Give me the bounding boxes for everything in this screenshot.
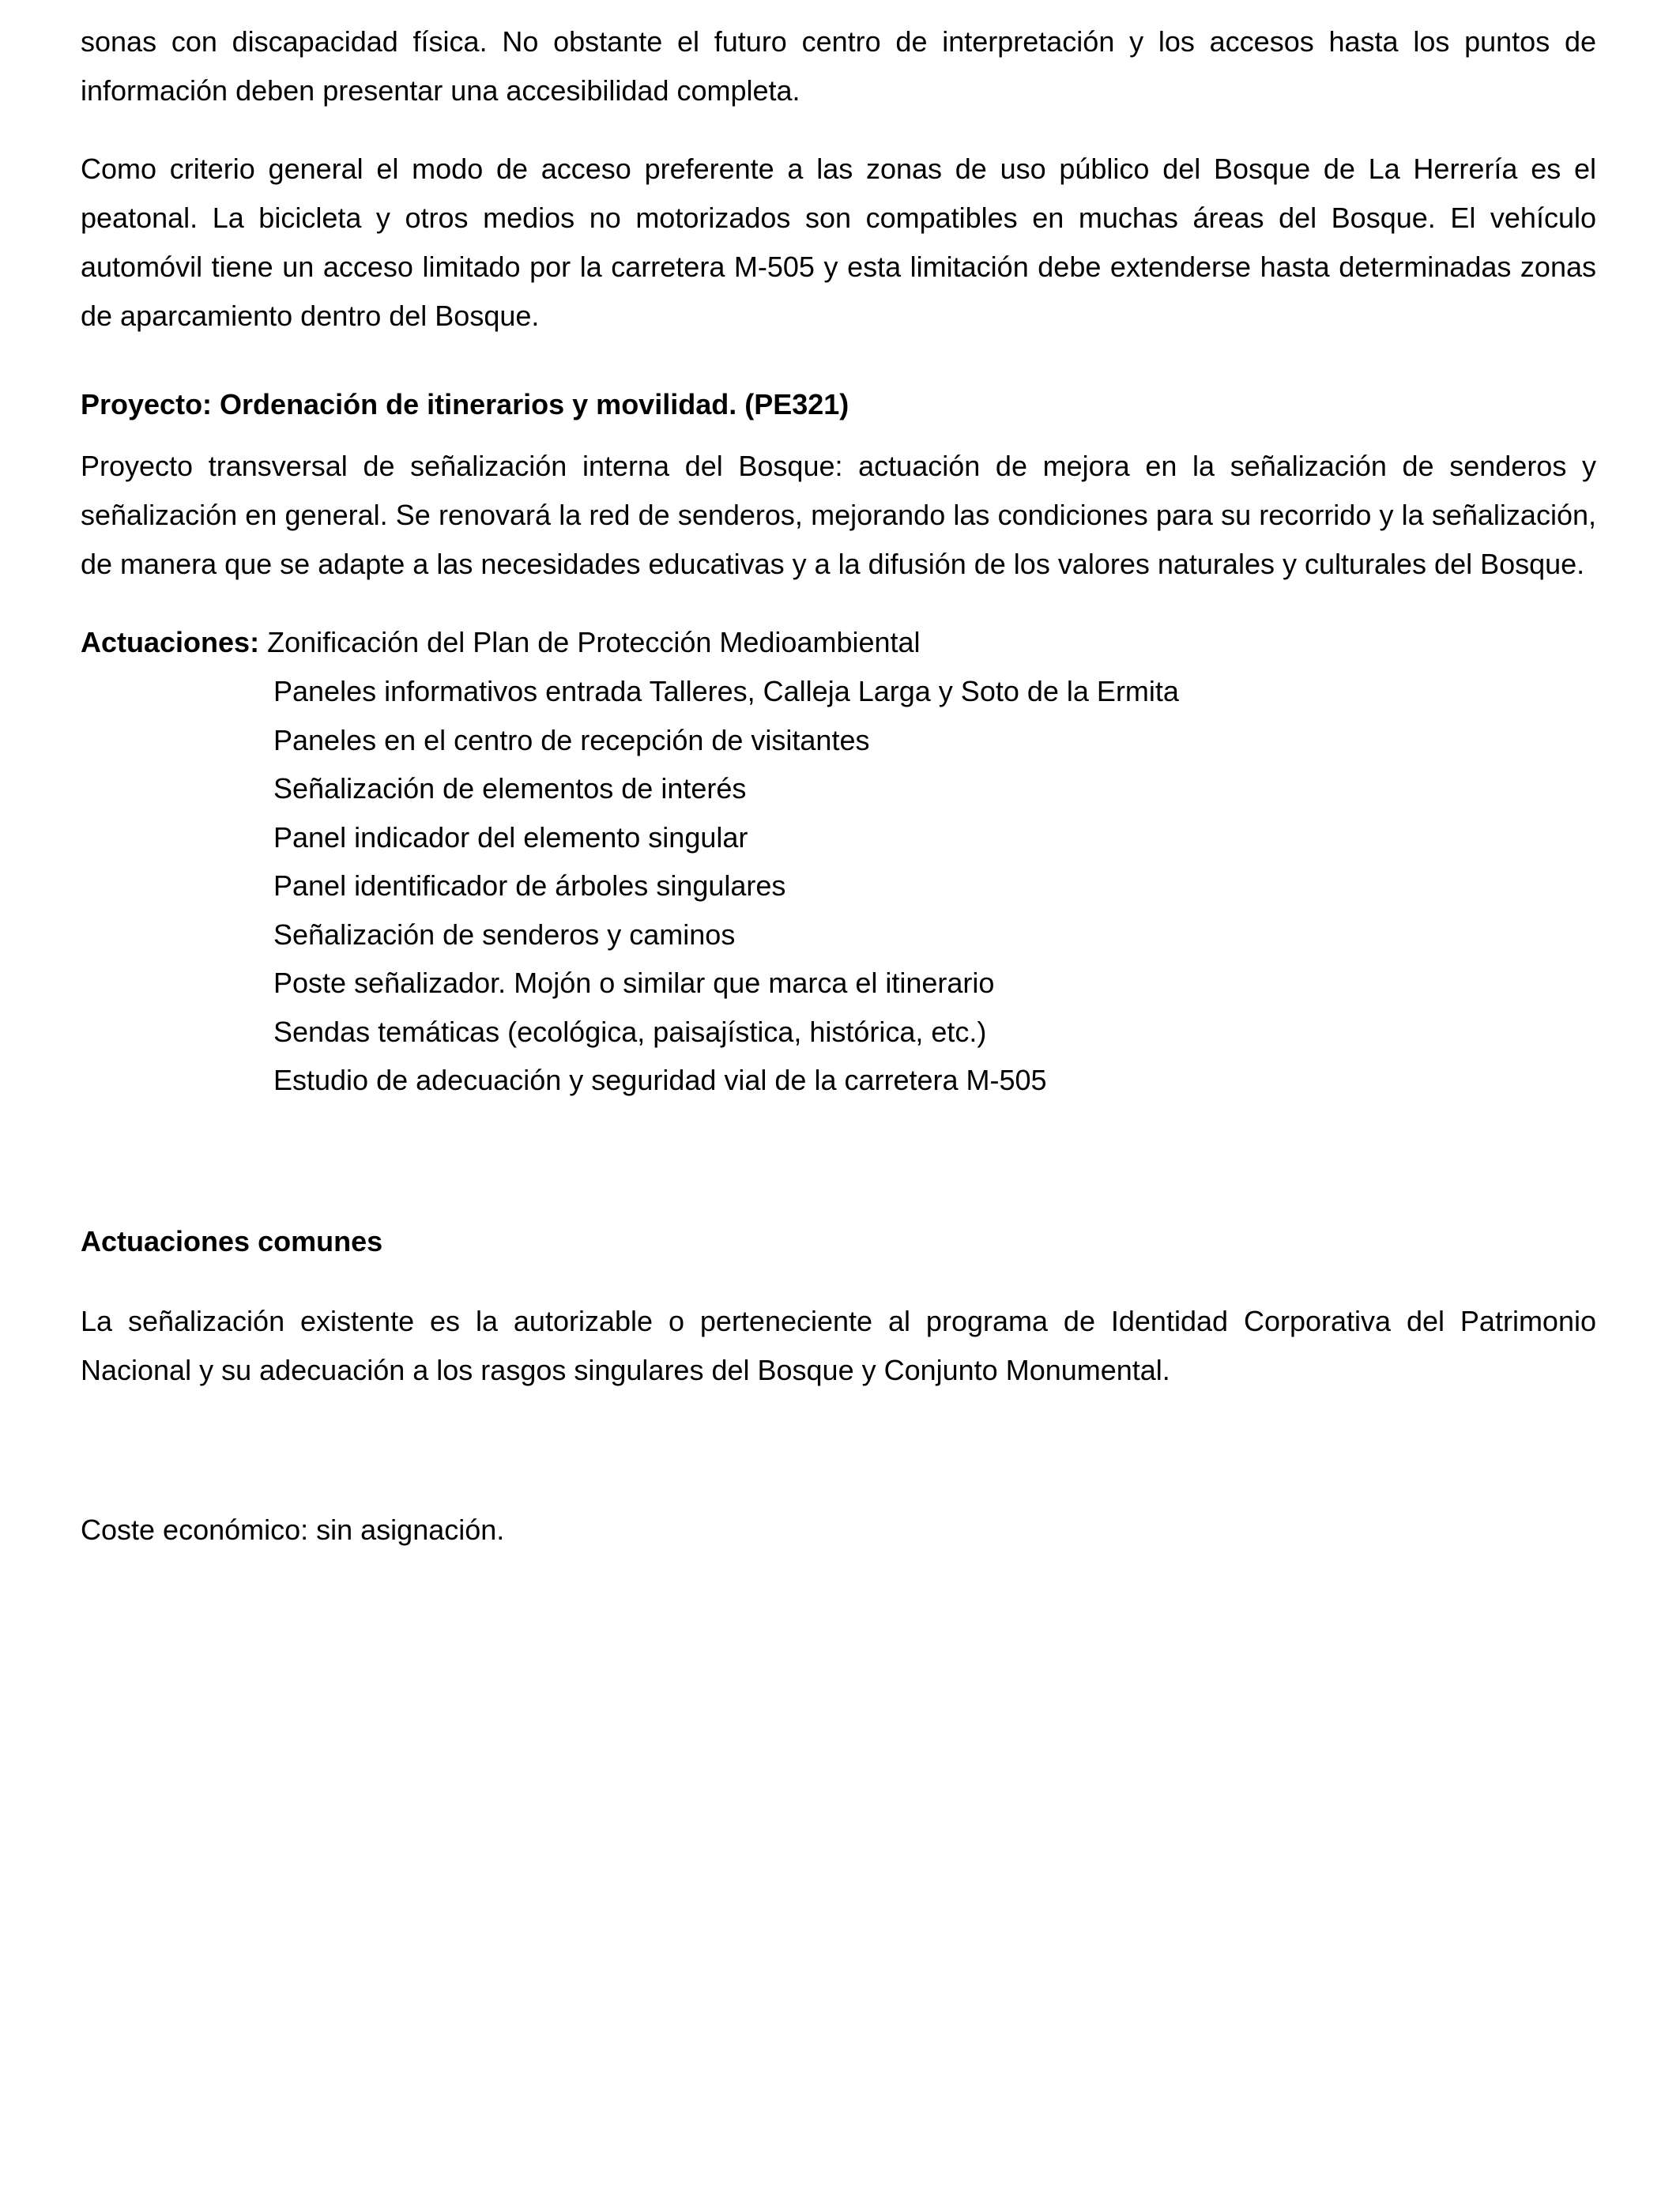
project-description: Proyecto transversal de señalización interna del Bosque: actuación de mejora en la señalización de senderos y señalización en general. Se renovará la red de senderos, mejorando las condiciones para su recorrido y la señalización, de manera que se adapte a las necesidades educativas y a la difusión de los valores naturales y culturales del Bosque. [81,450,1596,580]
common-actions-heading: Actuaciones comunes [81,1224,383,1257]
list-item: Paneles en el centro de recepción de visitantes [273,723,870,756]
list-item: Sendas temáticas (ecológica, paisajística, histórica, etc.) [273,1015,987,1048]
list-item: Señalización de elementos de interés [273,772,747,805]
actions-list [81,667,1596,1105]
actions-first-line [81,618,1596,667]
actions-section [81,618,1596,1105]
list-item: Poste señalizador. Mojón o similar que marca el itinerario [273,967,995,999]
list-item: Señalización de senderos y caminos [273,918,736,951]
actions-label: Actuaciones: [81,626,260,658]
list-item: Estudio de adecuación y seguridad vial de la carretera M-505 [273,1064,1047,1096]
intro-paragraph-1: sonas con discapacidad física. No obstante el futuro centro de interpretación y los accesos hasta los puntos de información deben presentar una accesibilidad completa. [81,25,1596,107]
common-actions-text: La señalización existente es la autorizable o perteneciente al programa de Identidad Corporativa del Patrimonio Nacional y su adecuación a los rasgos singulares del Bosque y Conjunto Monumental. [81,1304,1596,1386]
cost-line: Coste económico: sin asignación. [81,1513,505,1546]
project-heading: Proyecto: Ordenación de itinerarios y movilidad. (PE321) [81,388,849,420]
list-item: Panel identificador de árboles singulares [273,869,786,902]
document-page [81,17,1596,1555]
list-item: Panel indicador del elemento singular [273,820,748,854]
actions-first-item: Zonificación del Plan de Protección Medioambiental [267,626,921,658]
list-item: Paneles informativos entrada Talleres, Calleja Larga y Soto de la Ermita [273,675,1179,707]
intro-paragraph-2: Como criterio general el modo de acceso preferente a las zonas de uso público del Bosque de La Herrería es el peatonal. La bicicleta y otros medios no motorizados son compatibles en muchas áreas del Bosque. El vehículo automóvil tiene un acceso limitado por la carretera M-505 y esta limitación debe extenderse hasta determinadas zonas de aparcamiento dentro del Bosque. [81,153,1596,332]
